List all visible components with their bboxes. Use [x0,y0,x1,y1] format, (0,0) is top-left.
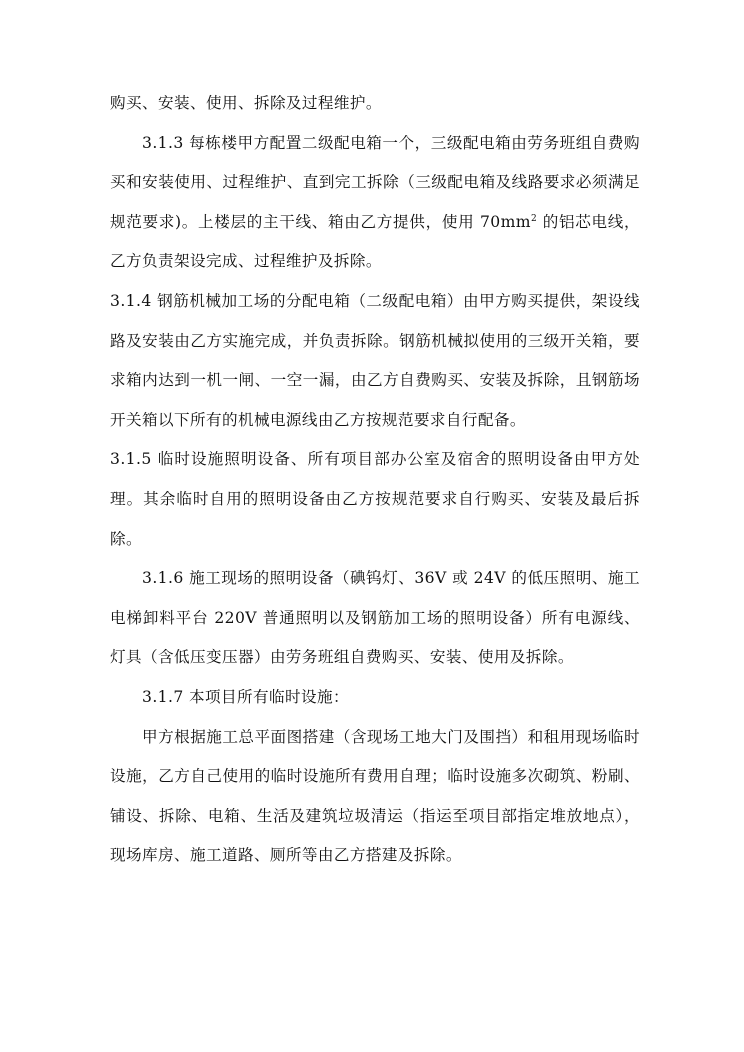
paragraph-text: 3.1.3 每栋楼甲方配置二级配电箱一个，三级配电箱由劳务班组自费购买和安装使用、过程维护、直到完工拆除（三级配电箱及线路要求必须满足规范要求)。上楼层的主干线、箱由乙方提供，使用 70mm [110,133,640,231]
body-text [110,84,640,876]
paragraph-text-tail: 的铝芯电线，乙方负责架设完成、过程维护及拆除。 [110,212,640,271]
paragraph-3-1-6 [110,559,640,678]
paragraph-continuation [110,84,640,124]
paragraph-text: 甲方根据施工总平面图搭建（含现场工地大门及围挡）和租用现场临时设施，乙方自己使用的临时设施所有费用自理；临时设施多次砌筑、粉刷、铺设、拆除、电箱、生活及建筑垃圾清运（指运至项目部指定堆放地点），现场库房、施工道路、厕所等由乙方搭建及拆除。 [110,727,640,865]
paragraph-3-1-7 [110,678,640,718]
paragraph-text: 3.1.7 本项目所有临时设施： [142,687,349,706]
paragraph-3-1-5 [110,440,640,559]
paragraph-text: 3.1.4 钢筋机械加工场的分配电箱（二级配电箱）由甲方购买提供，架设线路及安装由乙方实施完成，并负责拆除。钢筋机械拟使用的三级开关箱，要求箱内达到一机一闸、一空一漏，由乙方自费购买、安装及拆除，且钢筋场开关箱以下所有的机械电源线由乙方按规范要求自行配备。 [110,291,640,429]
paragraph-3-1-4 [110,282,640,440]
paragraph-3-1-3 [110,124,640,282]
paragraph-text: 3.1.6 施工现场的照明设备（碘钨灯、36V 或 24V 的低压照明、施工电梯卸料平台 220V 普通照明以及钢筋加工场的照明设备）所有电源线、灯具（含低压变压器）由劳务班组自费购买、安装、使用及拆除。 [110,569,640,667]
superscript-2: 2 [530,213,538,224]
paragraph-text: 3.1.5 临时设施照明设备、所有项目部办公室及宿舍的照明设备由甲方处理。其余临时自用的照明设备由乙方按规范要求自行购买、安装及最后拆除。 [110,450,640,548]
paragraph-text: 购买、安装、使用、拆除及过程维护。 [110,94,382,112]
paragraph-temporary-facilities [110,718,640,876]
